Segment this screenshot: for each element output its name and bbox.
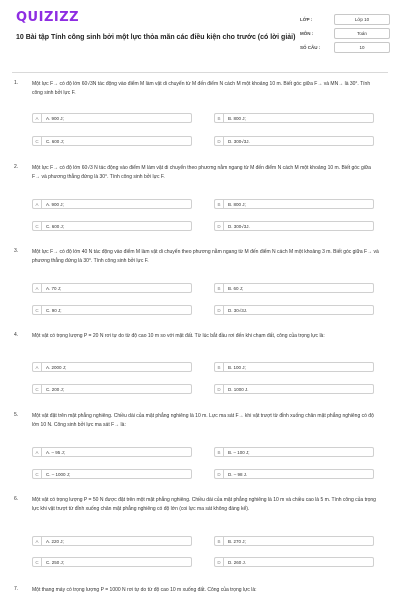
question-number: 1.: [14, 80, 19, 86]
meta-row-count: [300, 40, 390, 54]
option-text: A. 900 J;: [46, 201, 64, 207]
option-b[interactable]: [214, 362, 374, 372]
option-c[interactable]: [32, 305, 192, 315]
option-letter: B: [215, 363, 224, 371]
option-letter: B: [215, 114, 224, 122]
option-letter: A: [33, 114, 42, 122]
option-letter: D: [215, 385, 224, 393]
option-text: C. 600 J;: [46, 223, 65, 229]
option-letter: A: [33, 363, 42, 371]
option-letter: D: [215, 306, 224, 314]
option-b[interactable]: [214, 536, 374, 546]
option-text: B. 270 J;: [228, 538, 246, 544]
option-letter: A: [33, 284, 42, 292]
option-text: C. – 1000 J;: [46, 471, 71, 477]
option-letter: B: [215, 537, 224, 545]
option-a[interactable]: [32, 362, 192, 372]
meta-value: Toán: [334, 28, 390, 39]
meta-row-subject: [300, 26, 390, 40]
option-d[interactable]: [214, 136, 374, 146]
meta-value: 10: [334, 42, 390, 53]
header-divider: [12, 72, 388, 73]
option-letter: D: [215, 137, 224, 145]
option-c[interactable]: [32, 469, 192, 479]
option-letter: C: [33, 385, 42, 393]
option-letter: D: [215, 470, 224, 478]
option-text: C. 250 J;: [46, 559, 65, 565]
question-text: Một vật đặt trên mặt phẳng nghiêng. Chiều dài của mặt phẳng nghiêng là 10 m. Lực ma sát F→ khi vật trượt từ đỉnh xuống chân mặt phẳng nghiêng có độ lớn 10 N. Công sinh bởi lực ma sát F→ là:: [32, 413, 374, 428]
option-text: D. – 98 J.: [228, 471, 248, 477]
question-text: Một lực F→ có độ lớn 40 N tác động vào điểm M làm vật di chuyển theo phương nằm ngang từ M đến điểm N cách M một khoảng 3 m. Biết góc giữa F→ và phương thẳng đứng là 30°. Tính công sinh bởi lực F.: [32, 249, 379, 264]
option-letter: A: [33, 537, 42, 545]
option-d[interactable]: [214, 221, 374, 231]
option-a[interactable]: [32, 283, 192, 293]
option-c[interactable]: [32, 136, 192, 146]
question-text: Một thang máy có trọng lượng P = 1000 N rơi tự do từ độ cao 10 m xuống đất. Công của trọng lực là:: [32, 587, 257, 593]
option-text: D. 1000 J.: [228, 386, 249, 392]
option-text: D. 260 J.: [228, 559, 247, 565]
option-text: B. 60 J;: [228, 285, 244, 291]
option-text: B. 100 J;: [228, 364, 246, 370]
question-number: 7.: [14, 586, 19, 592]
option-letter: D: [215, 222, 224, 230]
meta-label: SỐ CÂU :: [300, 44, 321, 50]
option-text: D. 300√3J.: [228, 223, 250, 229]
question-number: 5.: [14, 412, 19, 418]
worksheet-header: [0, 0, 400, 72]
meta-row-class: [300, 12, 390, 26]
option-d[interactable]: [214, 557, 374, 567]
option-letter: A: [33, 200, 42, 208]
option-d[interactable]: [214, 384, 374, 394]
option-text: A. 2000 J;: [46, 364, 67, 370]
option-d[interactable]: [214, 305, 374, 315]
option-text: A. – 95 J;: [46, 449, 66, 455]
option-d[interactable]: [214, 469, 374, 479]
option-letter: C: [33, 306, 42, 314]
option-b[interactable]: [214, 113, 374, 123]
option-c[interactable]: [32, 384, 192, 394]
option-letter: B: [215, 284, 224, 292]
option-letter: C: [33, 137, 42, 145]
option-a[interactable]: [32, 536, 192, 546]
page-title: 10 Bài tập Tính công sinh bởi một lực thỏa mãn các điều kiện cho trước (có lời giải): [16, 34, 296, 41]
option-a[interactable]: [32, 447, 192, 457]
question-text: Một lực F→ có độ lớn 60√3 N tác động vào điểm M làm vật di chuyển theo phương nằm ngang từ M đến điểm N cách M một khoảng 10 m. Biết góc giữa F→ và phương thẳng đứng là 30°. Tính công sinh bởi lực F.: [32, 165, 371, 180]
option-a[interactable]: [32, 199, 192, 209]
option-text: C. 200 J;: [46, 386, 65, 392]
option-text: B. – 100 J;: [228, 449, 250, 455]
option-b[interactable]: [214, 447, 374, 457]
question-number: 4.: [14, 332, 19, 338]
question-text: Một vật có trọng lượng P = 20 N rơi tự do từ độ cao 10 m so với mặt đất. Từ lúc bắt đầu rơi đến khi chạm đất, công của trọng lực là:: [32, 333, 325, 339]
option-text: B. 800 J;: [228, 115, 246, 121]
question-text: Một lực F→ có độ lớn 60√3N tác động vào điểm M làm vật di chuyển từ M đến điểm N cách M một khoảng 10 m. Biết góc giữa F→ và MN→ là 30°. Tính công sinh bởi lực F.: [32, 81, 371, 96]
meta-value: Lớp 10: [334, 14, 390, 25]
option-letter: C: [33, 470, 42, 478]
option-a[interactable]: [32, 113, 192, 123]
worksheet-meta: [300, 12, 390, 54]
option-letter: B: [215, 200, 224, 208]
option-text: C. 600 J;: [46, 138, 65, 144]
option-b[interactable]: [214, 199, 374, 209]
option-letter: D: [215, 558, 224, 566]
question-number: 6.: [14, 496, 19, 502]
option-letter: A: [33, 448, 42, 456]
option-letter: C: [33, 558, 42, 566]
option-text: D. 30√3J.: [228, 307, 248, 313]
meta-label: LỚP :: [300, 16, 313, 22]
option-text: C. 90 J;: [46, 307, 62, 313]
option-letter: C: [33, 222, 42, 230]
option-c[interactable]: [32, 557, 192, 567]
option-text: A. 900 J;: [46, 115, 64, 121]
question-number: 2.: [14, 164, 19, 170]
option-text: A. 70 J;: [46, 285, 62, 291]
option-letter: B: [215, 448, 224, 456]
option-c[interactable]: [32, 221, 192, 231]
question-text: Một vật có trọng lượng P = 50 N được đặt trên một mặt phẳng nghiêng. Chiều dài của mặt phẳng nghiêng là 10 m và chiều cao là 5 m. Tính công của trọng lực khi vật trượt từ đỉnh xuống chân mặt phẳng nghiêng có độ lớn (coi lực ma sát không đáng kể).: [32, 497, 376, 512]
quizizz-logo: QUIZIZZ: [16, 10, 80, 25]
option-text: A. 220 J;: [46, 538, 64, 544]
meta-label: MÔN :: [300, 30, 314, 36]
question-number: 3.: [14, 248, 19, 254]
option-text: B. 800 J;: [228, 201, 246, 207]
option-b[interactable]: [214, 283, 374, 293]
option-text: D. 300√3J.: [228, 138, 250, 144]
